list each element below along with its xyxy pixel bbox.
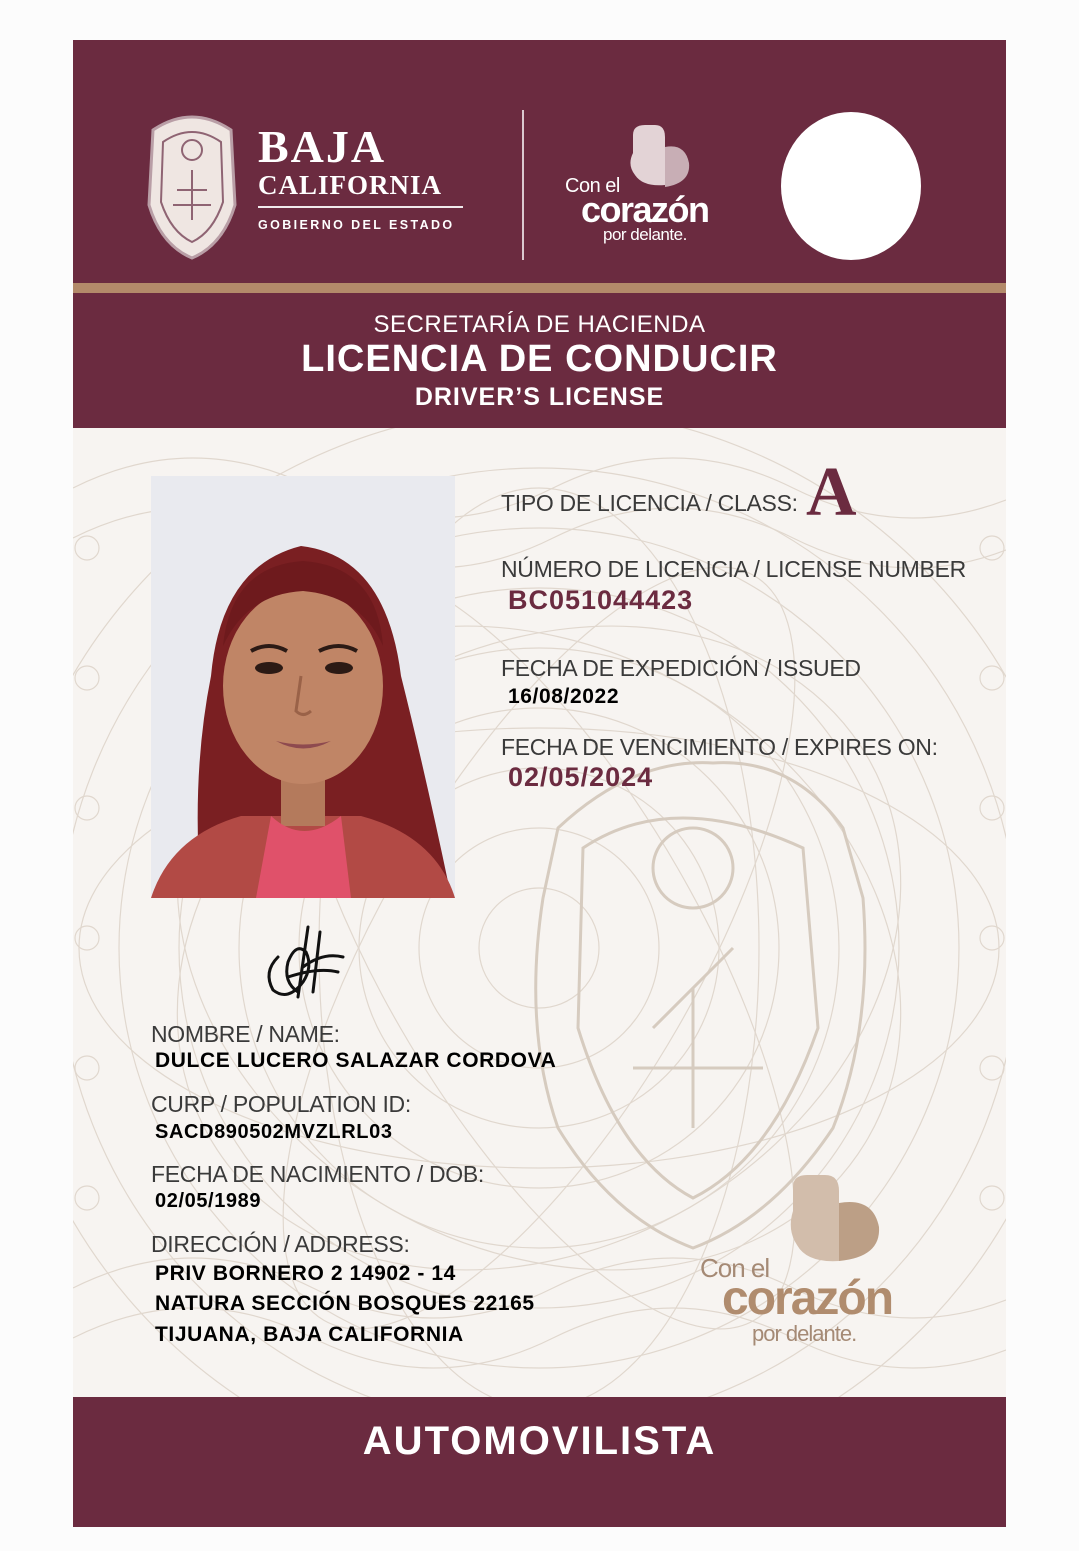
- watermark-slogan-line1: Con el: [700, 1253, 770, 1283]
- expires-value: 02/05/2024: [508, 762, 654, 792]
- license-number-value: BC051044423: [508, 585, 694, 615]
- card-footer: [73, 1397, 1006, 1527]
- heart-logo-icon: [785, 1175, 885, 1265]
- address-line1: PRIV BORNERO 2 14902 - 14: [155, 1262, 456, 1285]
- watermark-slogan: [700, 1175, 940, 1350]
- curp-value: SACD890502MVZLRL03: [155, 1121, 393, 1143]
- name-label: NOMBRE / NAME:: [151, 1021, 340, 1047]
- class-value: A: [806, 454, 857, 531]
- curp-label: CURP / POPULATION ID:: [151, 1091, 411, 1117]
- portrait-image: [151, 476, 455, 898]
- signature: [258, 912, 348, 1002]
- slogan-logo: [563, 125, 733, 245]
- card-header: [73, 40, 1006, 283]
- expires-label: FECHA DE VENCIMIENTO / EXPIRES ON:: [501, 734, 938, 760]
- title-bar: [73, 293, 1006, 428]
- address-line3: TIJUANA, BAJA CALIFORNIA: [155, 1323, 464, 1346]
- state-seal-icon: [143, 110, 241, 260]
- name-value: DULCE LUCERO SALAZAR CORDOVA: [155, 1049, 557, 1072]
- holder-photo: [151, 476, 455, 898]
- department-title: SECRETARÍA DE HACIENDA: [373, 311, 706, 338]
- class-label: TIPO DE LICENCIA / CLASS:: [501, 490, 798, 516]
- watermark-slogan-line3: por delante.: [752, 1321, 857, 1346]
- license-category: AUTOMOVILISTA: [362, 1419, 717, 1463]
- state-name: [258, 121, 463, 232]
- heart-logo-icon: [623, 125, 693, 195]
- dob-label: FECHA DE NACIMIENTO / DOB:: [151, 1161, 484, 1187]
- state-subtitle: GOBIERNO DEL ESTADO: [258, 218, 455, 232]
- header-divider: [522, 110, 524, 260]
- issued-value: 16/08/2022: [508, 685, 620, 708]
- hologram-circle: [781, 112, 921, 260]
- watermark-slogan-line2: corazón: [722, 1272, 893, 1325]
- dob-value: 02/05/1989: [155, 1190, 262, 1212]
- license-card: [73, 40, 1006, 1527]
- address-label: DIRECCIÓN / ADDRESS:: [151, 1231, 410, 1257]
- address-line2: NATURA SECCIÓN BOSQUES 22165: [155, 1292, 535, 1315]
- slogan-line1: Con el: [565, 175, 620, 197]
- slogan-line3: por delante.: [603, 225, 687, 244]
- state-name-line2: CALIFORNIA: [258, 170, 443, 200]
- state-name-line1: BAJA: [258, 121, 387, 172]
- document-title: LICENCIA DE CONDUCIR: [301, 338, 778, 380]
- document-title-english: DRIVER’S LICENSE: [414, 383, 665, 411]
- license-number-label: NÚMERO DE LICENCIA / LICENSE NUMBER: [501, 556, 966, 582]
- gold-stripe: [73, 283, 1006, 293]
- issued-label: FECHA DE EXPEDICIÓN / ISSUED: [501, 655, 861, 681]
- slogan-line2: corazón: [581, 189, 709, 230]
